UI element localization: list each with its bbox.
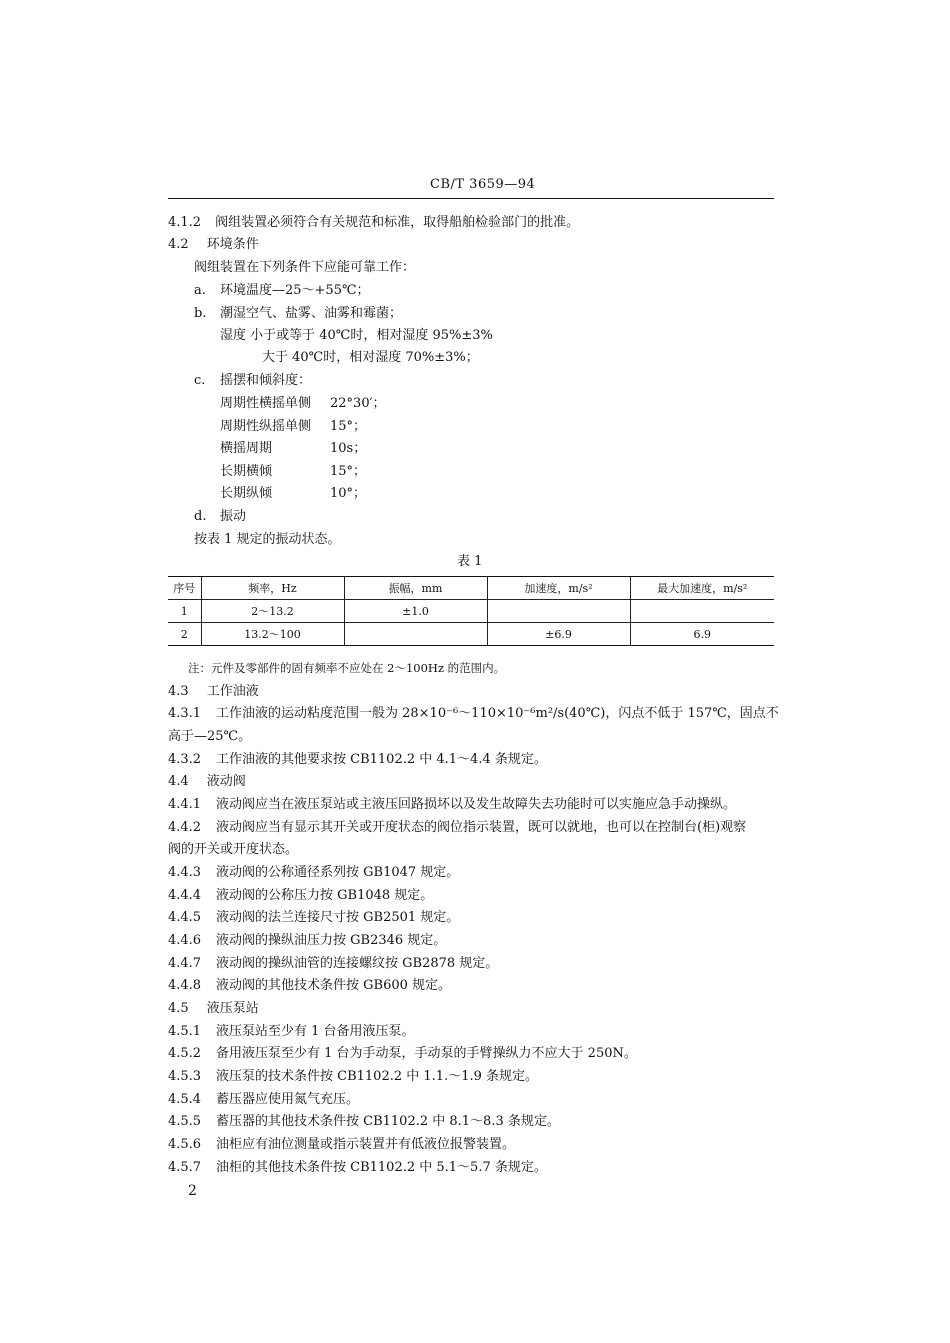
clause-text: 工作油液的其他要求按 CB1102.2 中 4.1～4.4 条规定。: [216, 752, 547, 767]
clause-text: 工作油液的运动粘度范围一般为 28×10⁻⁶～110×10⁻⁶m²/s(40℃)，闪点不低于 157℃，固点不: [216, 706, 779, 721]
table-cell: 2～13.2: [201, 600, 344, 623]
header-cell: 最大加速度，m/s²: [630, 577, 774, 600]
clause-number: 4.5.6: [168, 1137, 202, 1152]
clause-line: [168, 1069, 538, 1085]
clause-4-1-2: [168, 215, 579, 231]
clause-text: 液压泵的技术条件按 CB1102.2 中 1.1.～1.9 条规定。: [216, 1069, 538, 1084]
clause-number: 4.4.4: [168, 888, 202, 903]
clause-number: 4.5.5: [168, 1114, 202, 1129]
clause-text: 液动阀的操纵油管的连接螺纹按 GB2878 规定。: [216, 956, 499, 971]
humidity-line-2: 大于 40℃时，相对湿度 70%±3%；: [262, 350, 479, 365]
clause-line: [168, 978, 451, 994]
clause-line: [168, 752, 547, 768]
clause-line: [168, 820, 746, 836]
clause-text: 液动阀的公称压力按 GB1048 规定。: [216, 888, 434, 903]
pitch-value: 15°；: [330, 419, 367, 434]
clause-number: 4.5.3: [168, 1069, 202, 1084]
clause-number: 4.1.2: [168, 215, 202, 230]
table-cell: 13.2～100: [201, 623, 344, 646]
clause-line: [168, 1024, 415, 1040]
clause-line: [168, 888, 433, 904]
trim-value: 10°；: [330, 486, 367, 501]
section-4-2-heading: [168, 237, 259, 253]
roll-pitch-row: [220, 486, 366, 502]
clause-text: 液动阀的公称通径系列按 GB1047 规定。: [216, 865, 460, 880]
table-cell: [344, 623, 487, 646]
clause-number: 4.4.3: [168, 865, 202, 880]
clause-line: [168, 956, 498, 972]
roll-period-label: 横摇周期: [220, 441, 273, 456]
table-cell: 2: [168, 623, 201, 646]
clause-line: [168, 1092, 359, 1108]
humidity-line-1: 湿度 小于或等于 40℃时，相对湿度 95%±3%: [220, 328, 493, 343]
section-number: 4.4: [168, 774, 189, 789]
clause-number: 4.4.2: [168, 820, 202, 835]
clause-line: [168, 1137, 515, 1153]
section-heading: [168, 684, 259, 700]
table-cell: ±6.9: [487, 623, 630, 646]
table-cell: [487, 600, 630, 623]
roll-pitch-row: [220, 441, 366, 457]
roll-value: 22°30′；: [330, 396, 386, 411]
clause-text: 液动阀的操纵油压力按 GB2346 规定。: [216, 933, 447, 948]
section-number: 4.2: [168, 237, 189, 252]
section-title: 工作油液: [206, 684, 259, 699]
env-item-c: [194, 373, 311, 389]
clause-text: 油柜应有油位测量或指示装置并有低液位报警装置。: [216, 1137, 516, 1152]
section-number: 4.5: [168, 1001, 189, 1016]
clause-number: 4.5.7: [168, 1160, 202, 1175]
header-rule: [168, 198, 774, 199]
section-title: 液压泵站: [206, 1001, 259, 1016]
header-cell: 频率，Hz: [201, 577, 344, 600]
page-number: 2: [188, 1183, 197, 1199]
item-text: 摇摆和倾斜度：: [220, 373, 312, 388]
env-item-b: [194, 306, 402, 322]
section-title: 液动阀: [206, 774, 246, 789]
clause-line: [168, 797, 736, 813]
roll-label: 周期性横摇单侧: [220, 396, 312, 411]
table-header-row: [168, 577, 774, 600]
clause-number: 4.3.1: [168, 706, 202, 721]
item-letter: a.: [194, 283, 206, 298]
clause-text: 蓄压器的其他技术条件按 CB1102.2 中 8.1～8.3 条规定。: [216, 1114, 560, 1129]
pitch-label: 周期性纵摇单侧: [220, 419, 312, 434]
roll-period-value: 10s；: [330, 441, 367, 456]
table-caption: 表 1: [457, 554, 483, 569]
clause-text: 备用液压泵至少有 1 台为手动泵，手动泵的手臂操纵力不应大于 250N。: [216, 1046, 637, 1061]
table-row: [168, 600, 774, 623]
vibration-ref: 按表 1 规定的振动状态。: [194, 532, 341, 547]
roll-pitch-row: [220, 396, 386, 412]
clause-text: 液动阀的法兰连接尺寸按 GB2501 规定。: [216, 910, 460, 925]
table-note: 注：元件及零部件的固有频率不应处在 2～100Hz 的范围内。: [188, 661, 506, 675]
table-cell: 1: [168, 600, 201, 623]
env-item-d: [194, 509, 246, 525]
clause-text: 阀组装置必须符合有关规范和标准，取得船舶检验部门的批准。: [215, 215, 580, 230]
item-letter: c.: [194, 373, 206, 388]
clause-line: [168, 865, 459, 881]
header-cell: 加速度，m/s²: [487, 577, 630, 600]
clause-text: 液动阀应当在液压泵站或主液压回路损坏以及发生故障失去功能时可以实施应急手动操纵。: [216, 797, 737, 812]
env-item-a: [194, 283, 370, 299]
item-letter: d.: [194, 509, 207, 524]
clause-number: 4.4.7: [168, 956, 202, 971]
header-cell: 序号: [168, 577, 201, 600]
section-number: 4.3: [168, 684, 189, 699]
table-cell: [630, 600, 774, 623]
item-text: 环境温度—25～+55℃；: [220, 283, 370, 298]
clause-continuation: 阀的开关或开度状态。: [168, 842, 299, 857]
table-row: [168, 623, 774, 646]
doc-code-header: CB/T 3659—94: [430, 177, 536, 192]
item-letter: b.: [194, 306, 207, 321]
vibration-table: [168, 576, 774, 646]
clause-text: 液压泵站至少有 1 台备用液压泵。: [216, 1024, 415, 1039]
clause-number: 4.4.8: [168, 978, 202, 993]
clause-text: 液动阀的其他技术条件按 GB600 规定。: [216, 978, 452, 993]
table-cell: 6.9: [630, 623, 774, 646]
clause-number: 4.4.6: [168, 933, 202, 948]
section-title: 环境条件: [206, 237, 259, 252]
clause-number: 4.5.1: [168, 1024, 202, 1039]
clause-line: [168, 706, 779, 722]
clause-line: [168, 1046, 637, 1062]
heel-label: 长期横倾: [220, 464, 273, 479]
env-intro: 阀组装置在下列条件下应能可靠工作：: [194, 260, 416, 275]
section-heading: [168, 774, 246, 790]
clause-number: 4.5.4: [168, 1092, 202, 1107]
clause-text: 液动阀应当有显示其开关或开度状态的阀位指示装置，既可以就地，也可以在控制台(柜)观察: [216, 820, 747, 835]
clause-number: 4.3.2: [168, 752, 202, 767]
clause-text: 蓄压器应使用氮气充压。: [216, 1092, 360, 1107]
heel-value: 15°；: [330, 464, 367, 479]
clause-number: 4.4.1: [168, 797, 202, 812]
clause-line: [168, 933, 446, 949]
clause-line: [168, 910, 459, 926]
roll-pitch-row: [220, 464, 366, 480]
item-text: 潮湿空气、盐雾、油雾和霉菌；: [220, 306, 403, 321]
table-cell: ±1.0: [344, 600, 487, 623]
clause-text: 油柜的其他技术条件按 CB1102.2 中 5.1～5.7 条规定。: [216, 1160, 547, 1175]
clause-number: 4.5.2: [168, 1046, 202, 1061]
clause-continuation: 高于—25℃。: [168, 729, 252, 744]
header-cell: 振幅，mm: [344, 577, 487, 600]
roll-pitch-row: [220, 419, 366, 435]
section-heading: [168, 1001, 259, 1017]
clause-number: 4.4.5: [168, 910, 202, 925]
clause-line: [168, 1114, 560, 1130]
item-text: 振动: [220, 509, 247, 524]
trim-label: 长期纵倾: [220, 486, 273, 501]
clause-line: [168, 1160, 547, 1176]
